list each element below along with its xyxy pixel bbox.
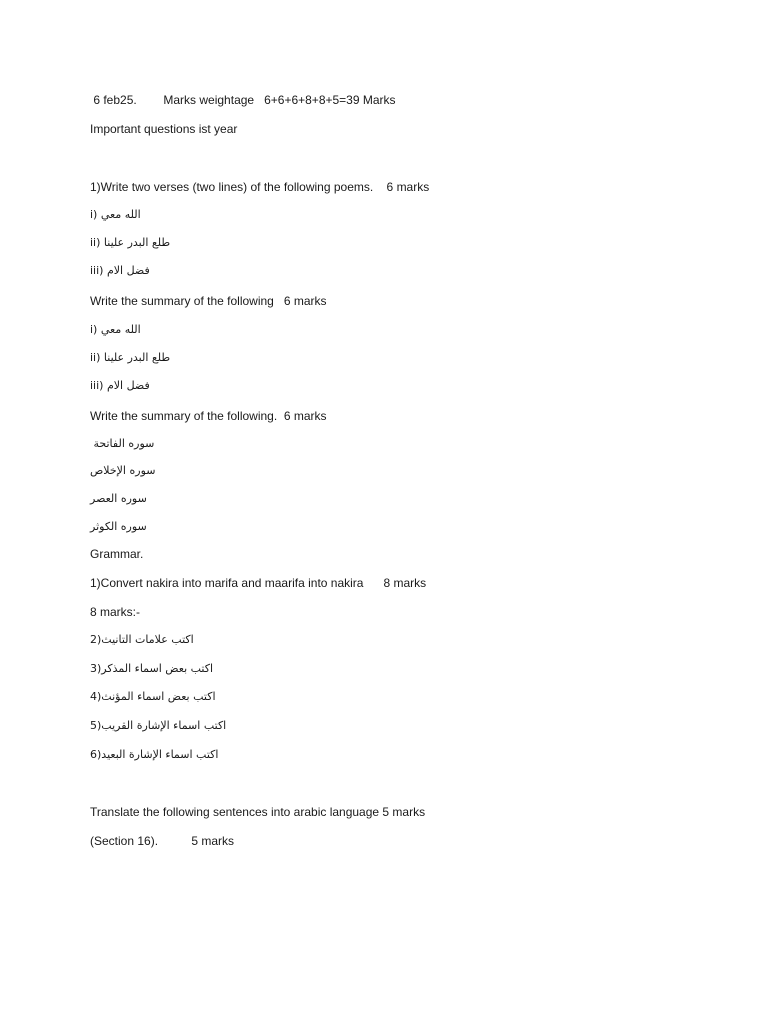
grammar-item: 6)اكتب اسماء الإشارة البعيد bbox=[90, 748, 219, 761]
marks-label: 8 marks:- bbox=[90, 605, 141, 619]
section-reference: (Section 16). 5 marks bbox=[90, 834, 235, 848]
summary-item: i) الله معي bbox=[90, 323, 141, 336]
grammar-heading: Grammar. bbox=[90, 547, 144, 561]
surah-item: سوره العصر bbox=[90, 492, 147, 505]
date-weightage-line: 6 feb25. Marks weightage 6+6+6+8+8+5=39 Marks bbox=[90, 93, 396, 107]
summary-item: iii) فضل الام bbox=[90, 379, 150, 392]
document-subtitle: Important questions ist year bbox=[90, 122, 238, 136]
poem-item: i) الله معي bbox=[90, 208, 141, 221]
surah-summary-heading: Write the summary of the following. 6 marks bbox=[90, 409, 327, 423]
summary-item: ii) طلع البدر علينا bbox=[90, 351, 171, 364]
translation-heading: Translate the following sentences into arabic language 5 marks bbox=[90, 805, 426, 819]
surah-item: سوره الفاتحة bbox=[90, 437, 155, 450]
poem-item: ii) طلع البدر علينا bbox=[90, 236, 171, 249]
summary-heading: Write the summary of the following 6 marks bbox=[90, 294, 327, 308]
grammar-item: 3)اكتب بعض اسماء المذكر bbox=[90, 662, 214, 675]
grammar-question-1: 1)Convert nakira into marifa and maarifa into nakira 8 marks bbox=[90, 576, 427, 590]
grammar-item: 5)اكتب اسماء الإشارة القريب bbox=[90, 719, 227, 732]
surah-item: سوره الإخلاص bbox=[90, 464, 156, 477]
grammar-item: 2)اكتب علامات التانيث bbox=[90, 633, 194, 646]
poem-item: iii) فضل الام bbox=[90, 264, 150, 277]
surah-item: سوره الكوثر bbox=[90, 520, 147, 533]
grammar-item: 4)اكتب بعض اسماء المؤنث bbox=[90, 690, 216, 703]
question-1-heading: 1)Write two verses (two lines) of the following poems. 6 marks bbox=[90, 180, 430, 194]
